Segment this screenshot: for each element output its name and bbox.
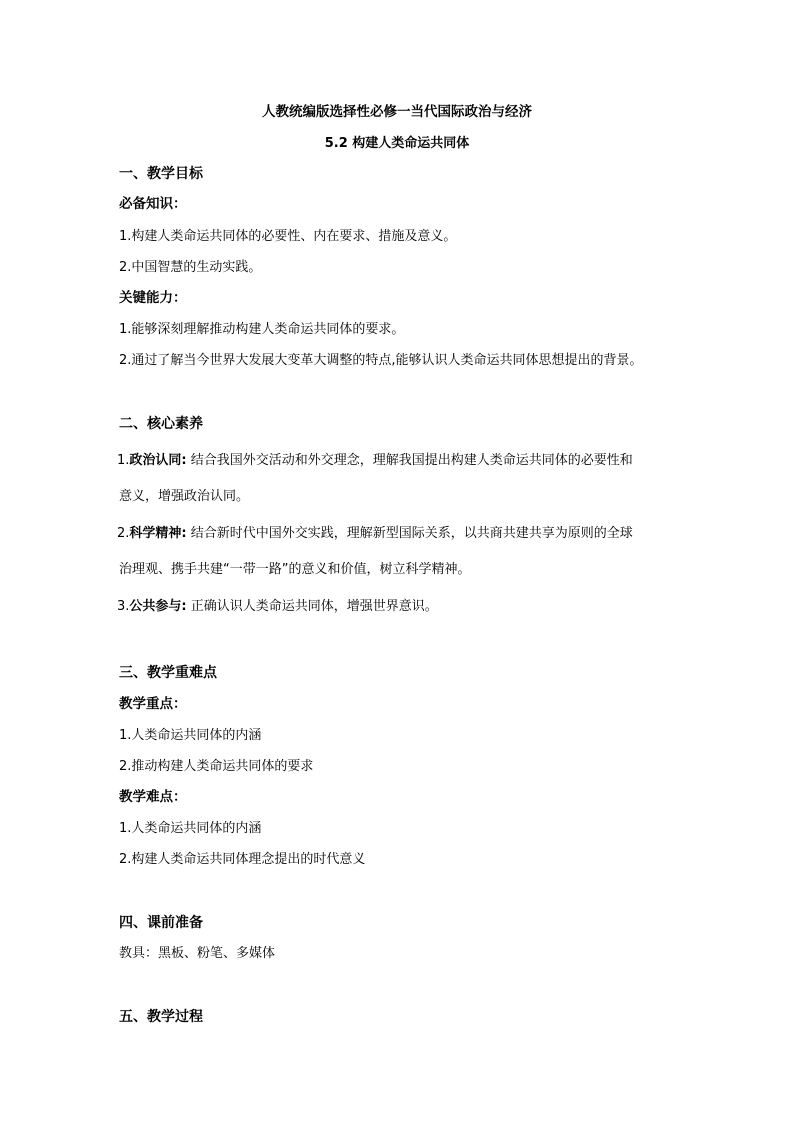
- item-term: 公共参与:: [129, 599, 187, 614]
- item-number: 1.: [117, 453, 130, 468]
- key-points-label: 教学重点：: [119, 696, 187, 712]
- section-heading-objectives: 一、教学目标: [119, 166, 203, 182]
- list-item: 2.通过了解当今世界大发展大变革大调整的特点,能够认识人类命运共同体思想提出的背景。: [119, 353, 643, 368]
- difficult-points-label: 教学难点：: [119, 789, 187, 805]
- list-item: 2.推动构建人类命运共同体的要求: [119, 759, 314, 774]
- item-number: 2.: [117, 526, 130, 541]
- ability-label: 关键能力：: [119, 290, 187, 306]
- literacy-item-participation: [117, 600, 438, 613]
- item-term: 科学精神:: [129, 526, 187, 541]
- knowledge-label: 必备知识：: [119, 196, 187, 212]
- literacy-item-political: [117, 454, 633, 467]
- section-heading-process: 五、教学过程: [119, 1009, 203, 1025]
- item-term: 政治认同:: [129, 453, 187, 468]
- item-text: 结合我国外交活动和外交理念，理解我国提出构建人类命运共同体的必要性和: [186, 453, 633, 468]
- literacy-item-science: [117, 527, 633, 540]
- list-item: 2.构建人类命运共同体理念提出的时代意义: [119, 852, 366, 867]
- teaching-tools: 教具：黑板、粉笔、多媒体: [119, 946, 276, 961]
- item-text: 正确认识人类命运共同体，增强世界意识。: [186, 599, 438, 614]
- list-item: 1.人类命运共同体的内涵: [119, 728, 262, 743]
- list-item: 2.中国智慧的生动实践。: [119, 260, 262, 275]
- document-subtitle: 5.2 构建人类命运共同体: [324, 136, 470, 151]
- item-text: 结合新时代中国外交实践，理解新型国际关系，以共商共建共享为原则的全球: [186, 526, 633, 541]
- literacy-item-science-cont: 治理观、携手共建“一带一路”的意义和价值，树立科学精神。: [119, 562, 471, 577]
- section-heading-key-difficult: 三、教学重难点: [119, 665, 217, 681]
- list-item: 1.构建人类命运共同体的必要性、内在要求、措施及意义。: [119, 229, 457, 244]
- section-heading-core-literacy: 二、核心素养: [119, 416, 203, 432]
- item-number: 3.: [117, 599, 130, 614]
- document-title: 人教统编版选择性必修一当代国际政治与经济: [262, 104, 532, 120]
- list-item: 1.人类命运共同体的内涵: [119, 821, 262, 836]
- literacy-item-political-cont: 意义，增强政治认同。: [119, 489, 250, 504]
- section-heading-preparation: 四、课前准备: [119, 915, 203, 931]
- list-item: 1.能够深刻理解推动构建人类命运共同体的要求。: [119, 322, 405, 337]
